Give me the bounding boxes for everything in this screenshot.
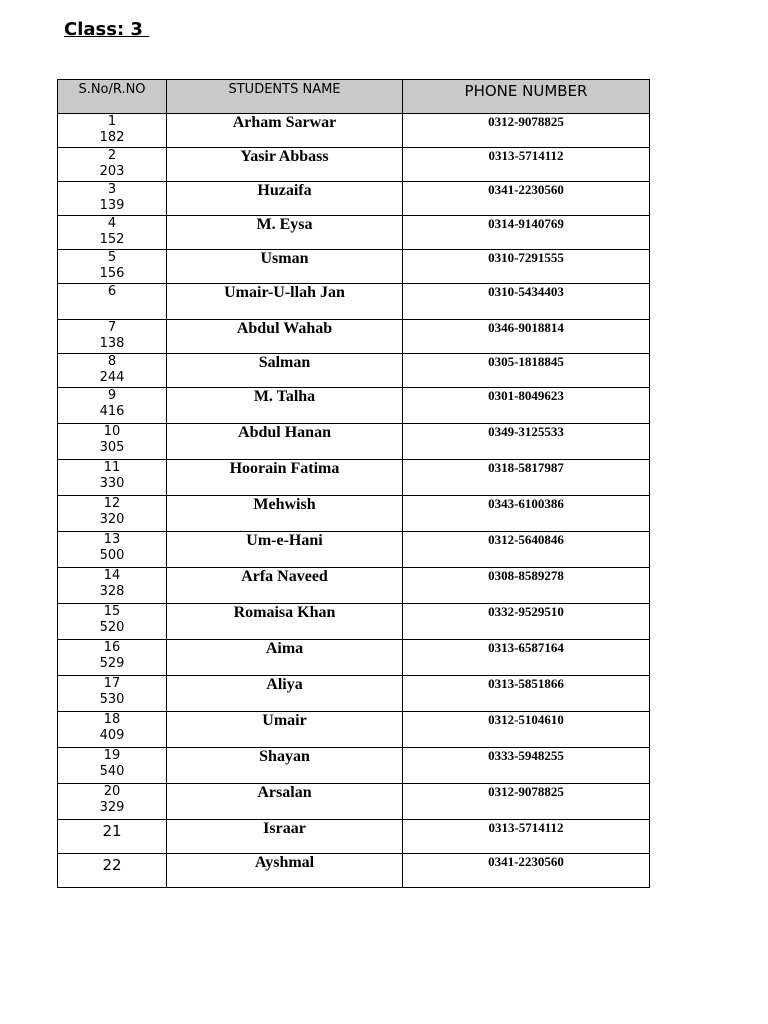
sno-cell xyxy=(58,114,167,148)
student-name-cell xyxy=(167,114,403,148)
phone-cell xyxy=(403,388,650,424)
roll-number: 330 xyxy=(99,476,125,491)
table-row xyxy=(58,424,650,460)
sno-cell xyxy=(58,460,167,496)
sno-cell xyxy=(58,388,167,424)
phone-cell xyxy=(403,748,650,784)
sno-cell xyxy=(58,182,167,216)
serial-number: 18 xyxy=(103,712,121,727)
student-name: Umair xyxy=(262,712,307,729)
student-name: Arsalan xyxy=(257,784,312,801)
sno-cell xyxy=(58,712,167,748)
phone-number: 0341-2230560 xyxy=(488,182,564,197)
student-name-cell xyxy=(167,182,403,216)
student-name: Romaisa Khan xyxy=(233,604,336,621)
serial-number: 10 xyxy=(103,424,121,439)
sno-cell xyxy=(58,568,167,604)
table-row xyxy=(58,820,650,854)
phone-cell xyxy=(403,712,650,748)
sno-cell xyxy=(58,284,167,320)
student-name-cell xyxy=(167,424,403,460)
student-name: Mehwish xyxy=(253,496,316,513)
student-name: Abdul Wahab xyxy=(236,320,333,337)
roll-number: 500 xyxy=(99,548,125,563)
serial-number: 16 xyxy=(103,640,121,655)
student-name-cell xyxy=(167,216,403,250)
roll-number: 320 xyxy=(99,512,125,527)
student-name-cell xyxy=(167,148,403,182)
roll-number: 152 xyxy=(99,232,125,247)
student-name: M. Talha xyxy=(253,388,316,405)
roll-number: 203 xyxy=(99,164,125,179)
sno-cell xyxy=(58,320,167,354)
sno-cell xyxy=(58,820,167,854)
phone-number: 0313-5714112 xyxy=(488,148,564,163)
sno-cell xyxy=(58,354,167,388)
table-row xyxy=(58,854,650,888)
student-name-cell xyxy=(167,854,403,888)
student-name-cell xyxy=(167,496,403,532)
serial-number: 21 xyxy=(102,822,122,840)
phone-cell xyxy=(403,250,650,284)
header-name-label: STUDENTS NAME xyxy=(228,82,341,97)
table-row xyxy=(58,496,650,532)
roll-number: 305 xyxy=(99,440,125,455)
table-row xyxy=(58,182,650,216)
sno-cell xyxy=(58,496,167,532)
table-header-row xyxy=(58,80,650,114)
roll-number: 520 xyxy=(99,620,125,635)
student-name-cell xyxy=(167,640,403,676)
header-phone xyxy=(403,80,650,114)
roll-number: 139 xyxy=(99,198,125,213)
table-row xyxy=(58,216,650,250)
student-name-cell xyxy=(167,320,403,354)
roll-number: 409 xyxy=(99,728,125,743)
header-name xyxy=(167,80,403,114)
student-name: Usman xyxy=(260,250,309,267)
header-phone-label: PHONE NUMBER xyxy=(464,82,588,100)
phone-cell xyxy=(403,284,650,320)
student-name-cell xyxy=(167,712,403,748)
student-name: Arham Sarwar xyxy=(232,114,337,131)
roll-number: 244 xyxy=(99,370,125,385)
phone-number: 0310-5434403 xyxy=(488,284,564,299)
phone-number: 0310-7291555 xyxy=(488,250,564,265)
sno-cell xyxy=(58,424,167,460)
phone-number: 0313-5851866 xyxy=(488,676,564,691)
phone-cell xyxy=(403,148,650,182)
student-name: Abdul Hanan xyxy=(238,424,331,441)
roll-number: 138 xyxy=(99,336,125,351)
student-name-cell xyxy=(167,820,403,854)
sno-cell xyxy=(58,748,167,784)
table-row xyxy=(58,748,650,784)
student-name-cell xyxy=(167,250,403,284)
phone-cell xyxy=(403,640,650,676)
roll-number: 529 xyxy=(99,656,125,671)
serial-number: 9 xyxy=(107,388,117,403)
student-name-cell xyxy=(167,460,403,496)
page-title: Class: 3 xyxy=(64,19,150,40)
serial-number: 14 xyxy=(103,568,121,583)
phone-number: 0346-9018814 xyxy=(488,320,564,335)
table-row xyxy=(58,532,650,568)
table-row xyxy=(58,640,650,676)
sno-cell xyxy=(58,148,167,182)
serial-number: 3 xyxy=(107,182,117,197)
serial-number: 5 xyxy=(107,250,117,265)
phone-cell xyxy=(403,114,650,148)
table-row xyxy=(58,712,650,748)
phone-number: 0308-8589278 xyxy=(488,568,564,583)
phone-cell xyxy=(403,568,650,604)
phone-number: 0318-5817987 xyxy=(488,460,564,475)
table-row xyxy=(58,568,650,604)
student-name-cell xyxy=(167,748,403,784)
phone-number: 0341-2230560 xyxy=(488,854,564,869)
student-name-cell xyxy=(167,604,403,640)
phone-cell xyxy=(403,784,650,820)
serial-number: 4 xyxy=(107,216,117,231)
student-name: Aliya xyxy=(266,676,303,693)
serial-number: 22 xyxy=(102,856,122,874)
serial-number: 20 xyxy=(103,784,121,799)
phone-number: 0343-6100386 xyxy=(488,496,564,511)
header-sno-label: S.No/R.NO xyxy=(78,82,146,97)
serial-number: 13 xyxy=(103,532,121,547)
phone-number: 0349-3125533 xyxy=(488,424,564,439)
header-sno xyxy=(58,80,167,114)
sno-cell xyxy=(58,250,167,284)
roll-number: 328 xyxy=(99,584,125,599)
table-row xyxy=(58,460,650,496)
serial-number: 11 xyxy=(103,460,121,475)
phone-cell xyxy=(403,676,650,712)
student-name-cell xyxy=(167,532,403,568)
roll-number: 182 xyxy=(99,130,125,145)
table-row xyxy=(58,320,650,354)
phone-cell xyxy=(403,854,650,888)
phone-number: 0312-9078825 xyxy=(488,784,564,799)
roll-number: 530 xyxy=(99,692,125,707)
phone-number: 0312-9078825 xyxy=(488,114,564,129)
sno-cell xyxy=(58,216,167,250)
table-row xyxy=(58,148,650,182)
phone-cell xyxy=(403,354,650,388)
table-row xyxy=(58,114,650,148)
student-name: Ayshmal xyxy=(254,854,315,871)
phone-number: 0314-9140769 xyxy=(488,216,564,231)
serial-number: 17 xyxy=(103,676,121,691)
serial-number: 19 xyxy=(103,748,121,763)
student-name-cell xyxy=(167,354,403,388)
phone-cell xyxy=(403,182,650,216)
phone-cell xyxy=(403,496,650,532)
sno-cell xyxy=(58,640,167,676)
table-row xyxy=(58,284,650,320)
student-name: Israar xyxy=(263,820,306,837)
student-name-cell xyxy=(167,284,403,320)
phone-cell xyxy=(403,424,650,460)
sno-cell xyxy=(58,784,167,820)
serial-number: 12 xyxy=(103,496,121,511)
phone-cell xyxy=(403,820,650,854)
serial-number: 15 xyxy=(103,604,121,619)
phone-number: 0301-8049623 xyxy=(488,388,564,403)
table-row xyxy=(58,250,650,284)
sno-cell xyxy=(58,854,167,888)
student-name: Arfa Naveed xyxy=(241,568,328,585)
sno-cell xyxy=(58,532,167,568)
student-name: Um-e-Hani xyxy=(246,532,323,549)
phone-cell xyxy=(403,216,650,250)
student-name: Hoorain Fatima xyxy=(229,460,340,477)
student-name-cell xyxy=(167,676,403,712)
student-name: Yasir Abbass xyxy=(240,148,329,165)
table-row xyxy=(58,388,650,424)
table-row xyxy=(58,604,650,640)
serial-number: 6 xyxy=(107,284,117,299)
phone-number: 0312-5640846 xyxy=(488,532,564,547)
roll-number: 156 xyxy=(99,266,125,281)
phone-number: 0313-5714112 xyxy=(488,820,564,835)
phone-cell xyxy=(403,532,650,568)
student-name-cell xyxy=(167,784,403,820)
student-name-cell xyxy=(167,388,403,424)
phone-number: 0313-6587164 xyxy=(488,640,564,655)
phone-number: 0333-5948255 xyxy=(488,748,564,763)
phone-cell xyxy=(403,604,650,640)
table-row xyxy=(58,354,650,388)
roll-number: 416 xyxy=(99,404,125,419)
table-row xyxy=(58,676,650,712)
phone-number: 0332-9529510 xyxy=(488,604,564,619)
phone-cell xyxy=(403,460,650,496)
roll-number: 540 xyxy=(99,764,125,779)
phone-number: 0312-5104610 xyxy=(488,712,564,727)
student-name: Huzaifa xyxy=(257,182,312,199)
student-name: Umair-U-llah Jan xyxy=(224,284,345,301)
serial-number: 8 xyxy=(107,354,117,369)
serial-number: 2 xyxy=(107,148,117,163)
student-name: Shayan xyxy=(259,748,310,765)
phone-cell xyxy=(403,320,650,354)
sno-cell xyxy=(58,676,167,712)
phone-number: 0305-1818845 xyxy=(488,354,564,369)
student-name-cell xyxy=(167,568,403,604)
student-table xyxy=(57,79,650,888)
table-row xyxy=(58,784,650,820)
serial-number: 7 xyxy=(107,320,117,335)
serial-number: 1 xyxy=(107,114,117,129)
student-name: M. Eysa xyxy=(256,216,313,233)
roll-number: 329 xyxy=(99,800,125,815)
student-name: Salman xyxy=(258,354,311,371)
student-name: Aima xyxy=(265,640,304,657)
sno-cell xyxy=(58,604,167,640)
